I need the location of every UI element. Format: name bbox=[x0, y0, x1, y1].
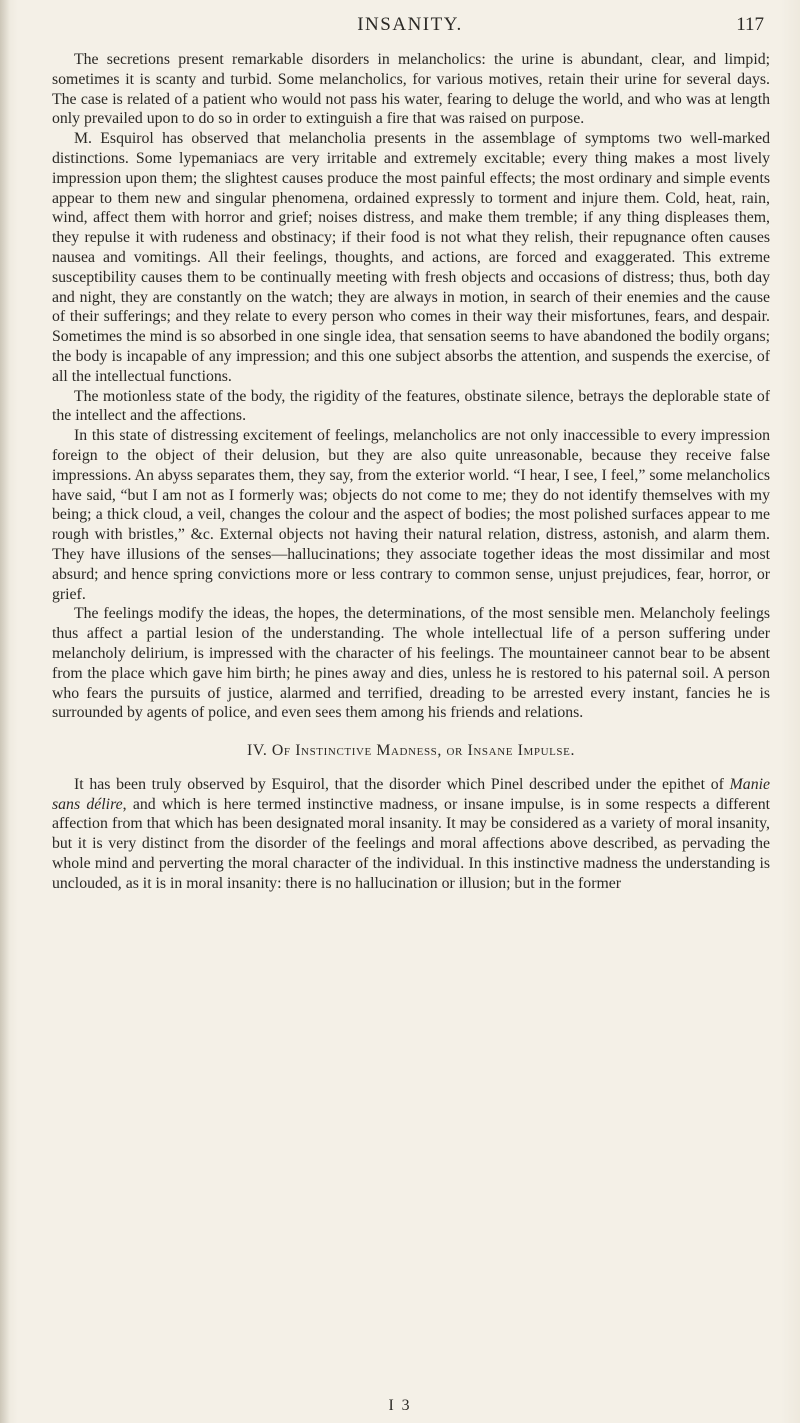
paragraph-instinctive-madness bbox=[52, 775, 770, 894]
paragraph-secretions: The secretions present remarkable disorders in melancholics: the urine is abundant, clear, and limpid; sometimes it is scanty and turbid. Some melancholics, for various motives, retain their urine for several days. The case is related of a patient who would not pass his water, fearing to deluge the world, and who was at length only prevailed upon to do so in order to extinguish a fire that was raised on purpose. bbox=[52, 51, 770, 128]
section-heading: IV. Of Instinctive Madness, or Insane Impulse. bbox=[246, 742, 576, 760]
italic-term: Manie sans délire bbox=[52, 775, 770, 813]
paragraph-distressing-excitement: In this state of distressing excitement of feelings, melancholics are not only inaccessible to every impression foreign to the object of their delusion, but they are also quite unreasonable, because they receive false impressions. An abyss separates them, they say, from the exterior world. “I hear, I see, I feel,” some melancholics have said, “but I am not as I formerly was; objects do not come to me; they do not identify themselves with my being; a thick cloud, a veil, changes the colour and the aspect of bodies; the most polished surfaces appear to me rough with bristles,” &c. External objects not having their natural relation, distress, astonish, and alarm them. They have illusions of the senses—hallucinations; they associate together ideas the most dissimilar and most absurd; and hence spring convictions more or less contrary to common sense, unjust prejudices, fear, horror, or grief. bbox=[52, 427, 770, 603]
paragraph-feelings-modify: The feelings modify the ideas, the hopes, the determinations, of the most sensible men. Melancholy feelings thus affect a partial lesion of the understanding. The whole intellectual life of a person suffering under melancholy delirium, is impressed with the character of his feelings. The mountaineer cannot bear to be absent from the place which gave him birth; he pines away and dies, unless he is restored to his paternal soil. A person who fears the pursuits of justice, alarmed and terrified, dreading to be arrested every instant, fancies he is surrounded by agents of police, and even sees them among his friends and relations. bbox=[52, 605, 770, 722]
page-gutter-shadow bbox=[0, 0, 10, 1423]
body-text bbox=[52, 50, 770, 894]
page-number: 117 bbox=[736, 14, 764, 35]
paragraph-esquirol-distinctions: M. Esquirol has observed that melancholia presents in the assemblage of symptoms two well-marked distinctions. Some lypemaniacs are very irritable and extremely excitable; every thing makes a most lively impression upon them; the slightest causes produce the most painful effects; the most ordinary and simple events appear to them new and singular phenomena, ordained expressly to torment and injure them. Cold, heat, rain, wind, affect them with horror and grief; noises distress, and make them tremble; if any thing displeases them, they repulse it with rudeness and obstinacy; if their food is not what they relish, their repugnance often causes nausea and vomitings. All their feelings, thoughts, and actions, are forced and exaggerated. This extreme susceptibility causes them to be continually meeting with fresh objects and occasions of distress; thus, both day and night, they are constantly on the watch; they are always in motion, in search of their enemies and the cause of their sufferings; and they relate to every person who comes in their way their misfortunes, fears, and despair. Sometimes the mind is so absorbed in one single idea, that sensation seems to have abandoned the bodily organs; the body is incapable of any impression; and this one subject absorbs the attention, and suspends the exercise, of all the intellectual functions. bbox=[52, 130, 770, 385]
signature-mark: I 3 bbox=[388, 1397, 412, 1414]
paragraph-text-after-term: , and which is here termed instinctive madness, or insane impulse, is in some respects a different affection from that which has been designated moral insanity. It may be considered as a variety of moral insanity, but it is very distinct from the disorder of the feelings and moral affections above described, as pervading the whole mind and perverting the moral character of the individual. In this instinctive madness the understanding is unclouded, as it is in moral insanity: there is no hallucination or illusion; but in the former bbox=[52, 795, 770, 892]
running-head-title: INSANITY. bbox=[357, 14, 463, 35]
paragraph-text-before-term: It has been truly observed by Esquirol, that the disorder which Pinel described under the epithet of bbox=[74, 775, 730, 793]
paragraph-motionless-state: The motionless state of the body, the rigidity of the features, obstinate silence, betrays the deplorable state of the intellect and the affections. bbox=[52, 387, 770, 425]
running-head bbox=[56, 14, 764, 44]
